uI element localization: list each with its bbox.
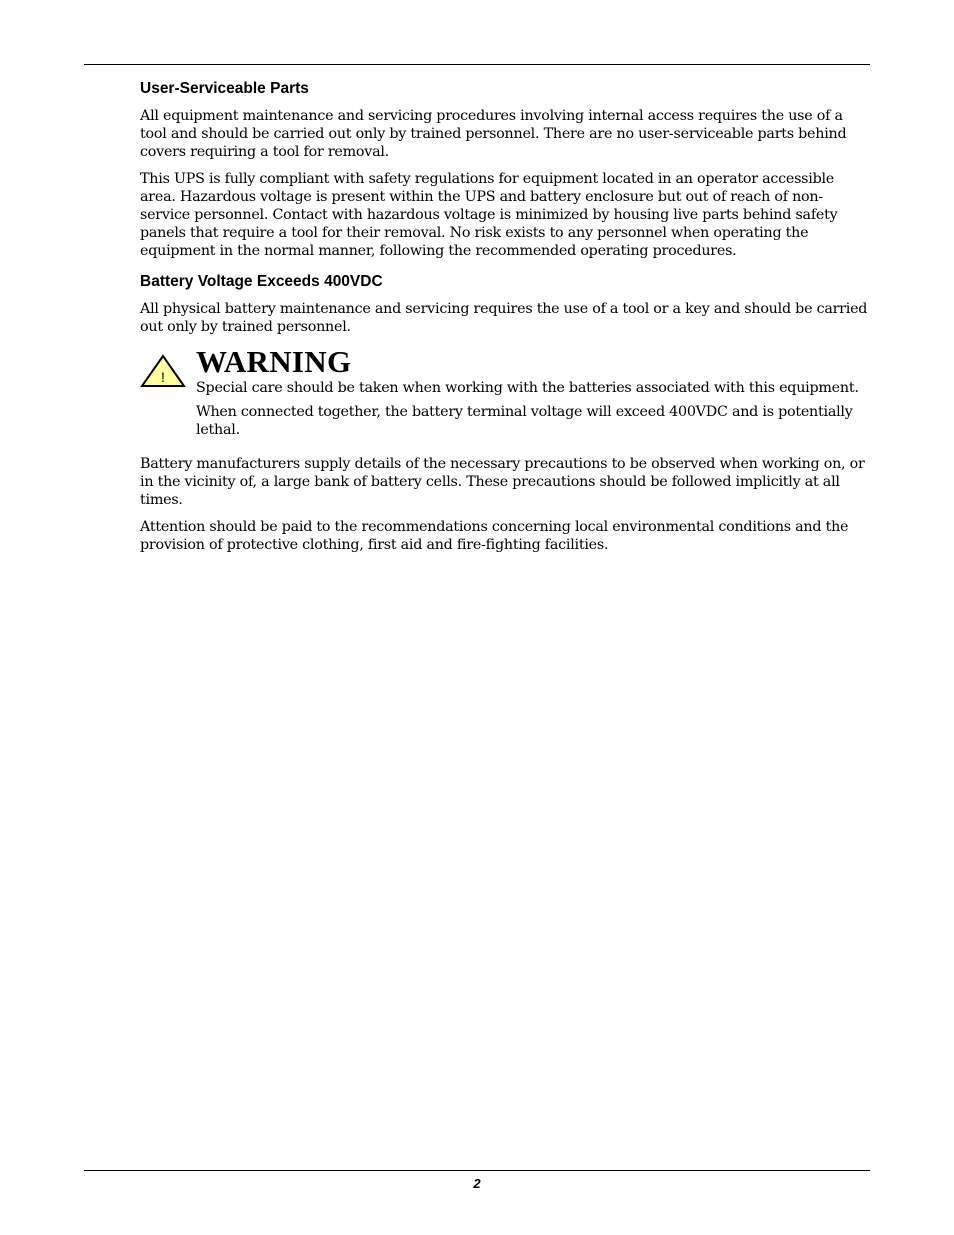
section-heading-battery-voltage: Battery Voltage Exceeds 400VDC	[140, 273, 383, 290]
paragraph-battery-maintenance: All physical battery maintenance and servicing requires the use of a tool or a key and should be carried out only by trained personnel.	[140, 301, 868, 335]
page-content	[140, 80, 872, 563]
svg-text:!: !	[161, 369, 165, 385]
warning-title: WARNING	[196, 344, 352, 379]
section-heading-user-serviceable-parts: User-Serviceable Parts	[140, 80, 309, 97]
warning-triangle-icon	[140, 354, 186, 388]
paragraph-battery-manufacturers: Battery manufacturers supply details of the necessary precautions to be observed when working on, or in the vicinity of, a large bank of battery cells. These precautions should be followed implicitly at all times.	[140, 456, 865, 508]
paragraph-environmental-conditions: Attention should be paid to the recommendations concerning local environmental conditions and the provision of protective clothing, first aid and fire-fighting facilities.	[140, 519, 849, 553]
paragraph-ups-compliance: This UPS is fully compliant with safety regulations for equipment located in an operator accessible area. Hazardous voltage is present within the UPS and battery enclosure but out of reach of non-service personnel. Contact with hazardous voltage is minimized by housing live parts behind safety panels that require a tool for their removal. No risk exists to any personnel when operating the equipment in the normal manner, following the recommended operating procedures.	[140, 171, 838, 259]
header-rule	[84, 64, 870, 65]
page-number: 2	[473, 1176, 481, 1191]
warning-paragraph-terminal-voltage: When connected together, the battery terminal voltage will exceed 400VDC and is potentially lethal.	[196, 404, 853, 438]
paragraph-internal-access: All equipment maintenance and servicing procedures involving internal access requires the use of a tool and should be carried out only by trained personnel. There are no user-serviceable parts behind covers requiring a tool for removal.	[140, 108, 847, 160]
warning-block	[140, 344, 872, 439]
footer-rule	[84, 1170, 870, 1171]
warning-paragraph-special-care: Special care should be taken when working with the batteries associated with this equipment.	[196, 380, 859, 396]
